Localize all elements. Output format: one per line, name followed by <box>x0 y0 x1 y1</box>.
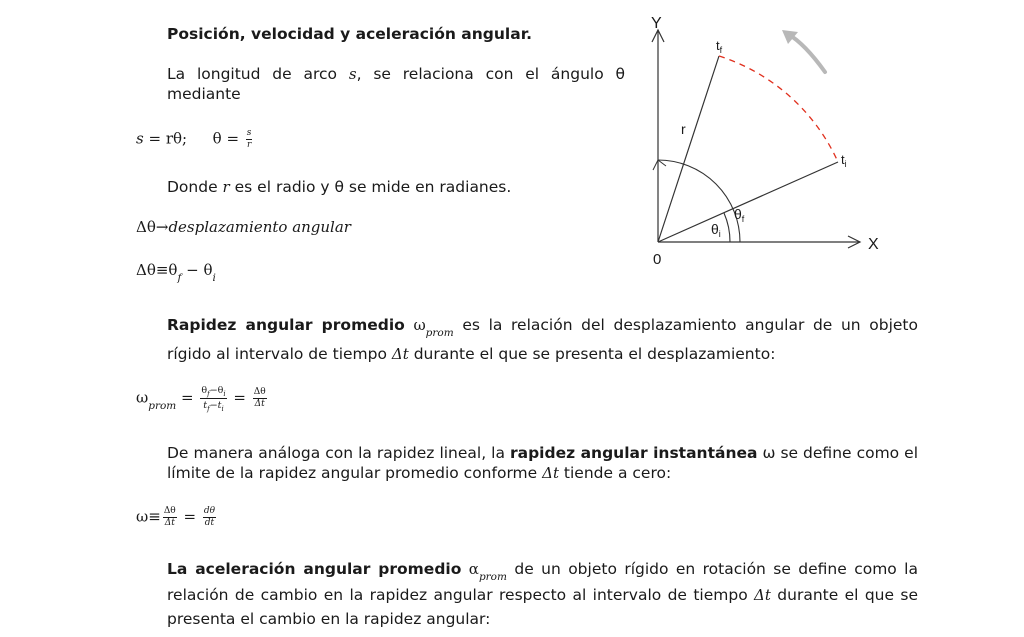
eq4-num-f: f <box>207 390 210 398</box>
arc-path-dashed <box>719 56 838 162</box>
eq1-num: s <box>246 128 252 138</box>
theta-f-base: θ <box>734 206 742 222</box>
paragraph-instantaneous-angular-speed <box>167 443 918 483</box>
p1-text-post: , se relaciona con el ángulo θ mediante <box>167 65 625 103</box>
eq4-equals-2: = <box>228 388 251 407</box>
p5-sub: prom <box>478 571 507 583</box>
theta-f-sub: f <box>741 214 745 224</box>
p2-var-r: r <box>222 178 230 196</box>
eq1-rtheta: rθ; <box>165 129 188 148</box>
eq4-num <box>200 384 226 399</box>
p5-dt: Δt <box>754 586 771 604</box>
paragraph-average-angular-acceleration <box>167 557 918 631</box>
p4-bold: rapidez angular instantánea <box>509 444 758 462</box>
p2-text-pre: Donde <box>167 178 223 196</box>
angle-arc-theta-i <box>724 213 730 242</box>
eq2-desc: desplazamiento angular <box>168 218 351 236</box>
theta-i-sub: i <box>718 229 721 239</box>
eq4-fraction-2 <box>253 387 267 410</box>
eq4-den-a: t <box>203 400 208 411</box>
p3-sub: prom <box>425 327 454 339</box>
eq4-den-m: −t <box>209 400 222 411</box>
p1-var-s: s <box>348 65 357 83</box>
ti-base: t <box>841 152 845 167</box>
eq5-num1: Δθ <box>163 506 176 516</box>
eq4-num-m: −θ <box>209 385 224 396</box>
p3-omega: ω <box>413 316 426 334</box>
eq5-den2: dt <box>204 518 215 528</box>
eq4-den-i: i <box>221 405 224 413</box>
eq3-sub-i: i <box>212 272 216 284</box>
paragraph-radius <box>167 177 511 197</box>
rotation-direction-arrow <box>788 34 825 72</box>
equation-average-angular-speed <box>136 384 269 413</box>
eq4-omega: ω <box>136 388 149 407</box>
eq3-sub-f: f <box>177 272 182 284</box>
equation-instantaneous-angular-speed <box>136 506 218 529</box>
eq5-lhs: ω≡ <box>136 507 161 526</box>
equation-arc-length <box>136 128 254 151</box>
section-heading: Posición, velocidad y aceleración angular. <box>167 25 533 43</box>
equation-angular-displacement-label <box>136 218 351 236</box>
tf-label <box>716 38 723 55</box>
eq1-den: r <box>246 140 252 150</box>
p1-text-pre: La longitud de arco <box>167 65 349 83</box>
angle-arc-theta-f <box>658 160 740 242</box>
eq4-den-f: f <box>207 405 210 413</box>
eq1-equals-2: = <box>221 129 244 148</box>
eq5-den1: Δt <box>164 518 175 528</box>
tf-sub: f <box>719 45 723 55</box>
eq1-theta: θ <box>212 129 222 148</box>
eq3-minus: − θ <box>181 261 213 279</box>
eq1-fraction <box>246 128 253 151</box>
p4-dt: Δt <box>542 464 559 482</box>
p5-text2: durante el que se presenta el cambio en la rapidez angular: <box>167 586 918 628</box>
p3-dt: Δt <box>391 345 409 363</box>
theta-i-label <box>711 221 721 239</box>
p3-bold: Rapidez angular promedio <box>167 316 405 334</box>
ti-sub: i <box>844 159 847 169</box>
eq5-fraction-1 <box>163 506 177 529</box>
p4-text-post: ω se define como el límite de la rapidez angular promedio conforme <box>167 444 918 482</box>
p4-text-pre: De manera análoga con la rapidez lineal, la <box>167 444 510 462</box>
angle-arc-arrowhead <box>653 160 666 170</box>
eq4-fraction-1 <box>200 384 226 413</box>
eq1-lhs: s <box>136 129 144 148</box>
eq4-num2: Δθ <box>253 387 266 397</box>
x-axis-label: X <box>868 236 879 253</box>
eq4-num-a: θ <box>201 385 208 396</box>
radius-line-final <box>658 56 719 242</box>
p2-text-post: es el radio y θ se mide en radianes. <box>229 178 512 196</box>
origin-label: 0 <box>653 251 662 268</box>
eq2-delta: Δθ→ <box>136 218 169 236</box>
p3-text: es la relación del desplazamiento angular de un objeto rígido al intervalo de tiempo <box>167 316 918 363</box>
radius-label: r <box>681 121 686 137</box>
radius-line-initial <box>658 162 838 242</box>
paragraph-arc-length <box>167 64 625 104</box>
p5-text: de un objeto rígido en rotación se define como la relación de cambio en la rapidez angular respecto al intervalo de tiempo <box>167 560 918 604</box>
angular-position-diagram <box>620 8 900 278</box>
theta-i-base: θ <box>711 221 719 237</box>
eq5-fraction-2 <box>203 506 216 529</box>
eq4-den <box>202 399 224 413</box>
eq4-num-i: i <box>223 390 226 398</box>
eq5-equals: = <box>178 507 201 526</box>
ti-label <box>841 152 847 169</box>
eq4-sub: prom <box>148 399 177 412</box>
eq3-lhs: Δθ≡θ <box>136 261 178 279</box>
p5-alpha: α <box>468 560 479 578</box>
eq5-num2: dθ <box>203 506 216 516</box>
y-axis-label: Y <box>651 15 662 32</box>
p4-text-post2: tiende a cero: <box>559 464 672 482</box>
eq1-equals: = <box>143 129 166 148</box>
tf-base: t <box>716 38 720 53</box>
eq4-equals: = <box>176 388 199 407</box>
eq4-den2: Δt <box>254 399 265 409</box>
p3-text2: durante el que se presenta el desplazamiento: <box>408 345 776 363</box>
paragraph-average-angular-speed <box>167 312 918 368</box>
p5-bold: La aceleración angular promedio <box>167 560 462 578</box>
theta-f-label <box>734 206 745 224</box>
equation-delta-theta <box>136 261 216 284</box>
